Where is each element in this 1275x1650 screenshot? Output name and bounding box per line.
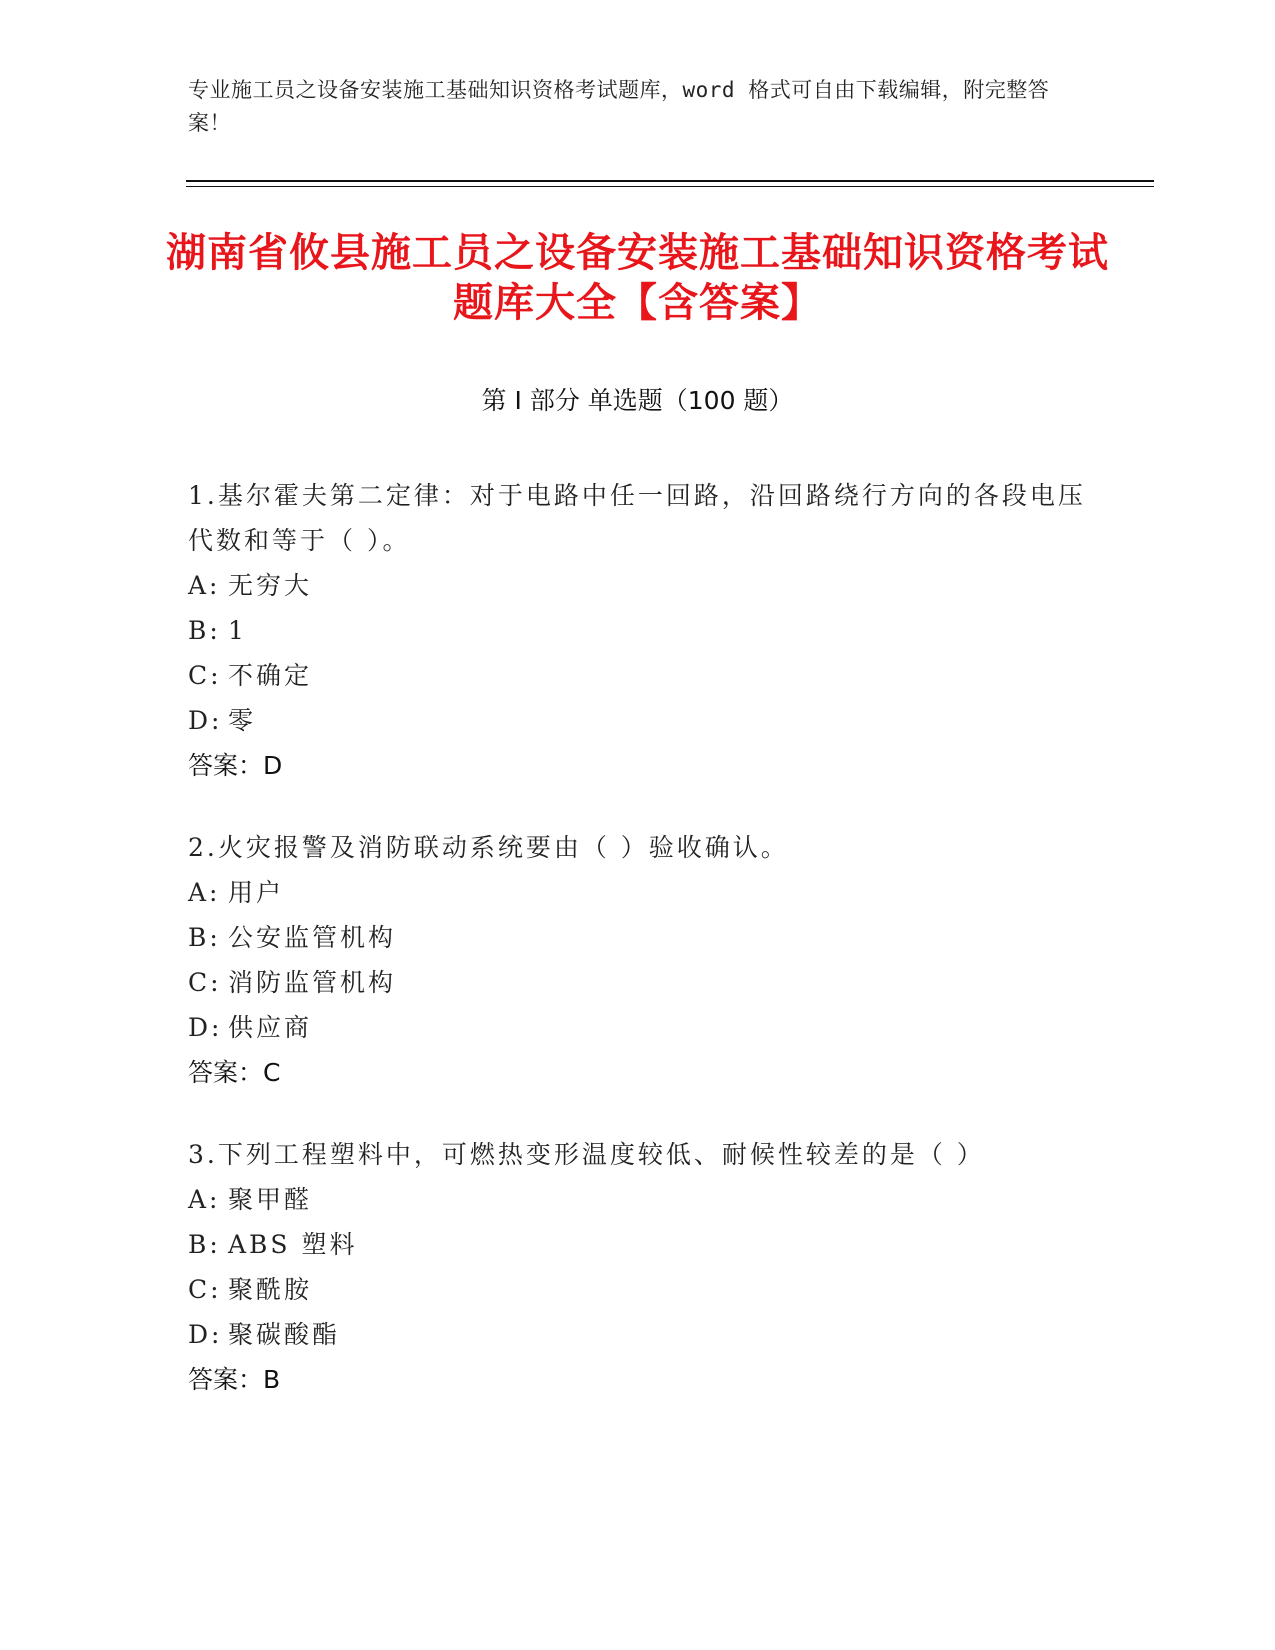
question-1 [188, 473, 1088, 789]
option-text: 公安监管机构 [228, 923, 397, 952]
option-letter: B: [188, 923, 221, 952]
question-list [188, 473, 1088, 1439]
option-letter: B: [188, 1230, 221, 1259]
option-c [188, 653, 1088, 698]
option-b [188, 915, 1088, 960]
option-b [188, 608, 1088, 653]
question-3 [188, 1132, 1088, 1403]
option-text: 无穷大 [228, 571, 313, 600]
answer-line: 答案：C [188, 1058, 281, 1087]
answer-line: 答案：B [188, 1365, 281, 1394]
option-d [188, 1005, 1088, 1050]
question-2 [188, 825, 1088, 1096]
option-text: 零 [228, 706, 257, 735]
option-d [188, 1312, 1088, 1357]
option-text: 用户 [228, 878, 285, 907]
answer-line: 答案：D [188, 751, 283, 780]
option-d [188, 698, 1088, 743]
option-letter: C: [188, 968, 222, 997]
option-letter: A: [188, 1185, 221, 1214]
question-text: 3.下列工程塑料中，可燃热变形温度较低、耐候性较差的是（ ） [188, 1140, 985, 1169]
option-letter: B: [188, 616, 221, 645]
option-letter: D: [188, 1013, 223, 1042]
header-divider-thin [186, 186, 1154, 187]
option-text: 聚甲醛 [228, 1185, 313, 1214]
option-letter: A: [188, 878, 221, 907]
option-c [188, 960, 1088, 1005]
option-letter: C: [188, 661, 222, 690]
document-title: 湖南省攸县施工员之设备安装施工基础知识资格考试题库大全【含答案】 [166, 230, 1109, 326]
option-b [188, 1222, 1088, 1267]
option-letter: C: [188, 1275, 222, 1304]
header-note: 专业施工员之设备安装施工基础知识资格考试题库，word 格式可自由下载编辑，附完整答案！ [188, 78, 1050, 135]
header-divider-thick [186, 180, 1154, 182]
section-heading: 第 I 部分 单选题（100 题） [481, 386, 794, 415]
option-text: 1 [228, 616, 247, 645]
option-text: 聚酰胺 [228, 1275, 313, 1304]
option-text: 聚碳酸酯 [228, 1320, 341, 1349]
question-text: 1.基尔霍夫第二定律：对于电路中任一回路，沿回路绕行方向的各段电压代数和等于（ ）。 [188, 481, 1086, 555]
option-text: 供应商 [228, 1013, 313, 1042]
option-letter: A: [188, 571, 221, 600]
option-text: 不确定 [228, 661, 313, 690]
option-letter: D: [188, 1320, 223, 1349]
option-text: ABS 塑料 [228, 1230, 358, 1259]
option-a [188, 563, 1088, 608]
option-a [188, 870, 1088, 915]
option-text: 消防监管机构 [228, 968, 397, 997]
option-letter: D: [188, 706, 223, 735]
option-c [188, 1267, 1088, 1312]
option-a [188, 1177, 1088, 1222]
question-text: 2.火灾报警及消防联动系统要由（ ）验收确认。 [188, 833, 789, 862]
